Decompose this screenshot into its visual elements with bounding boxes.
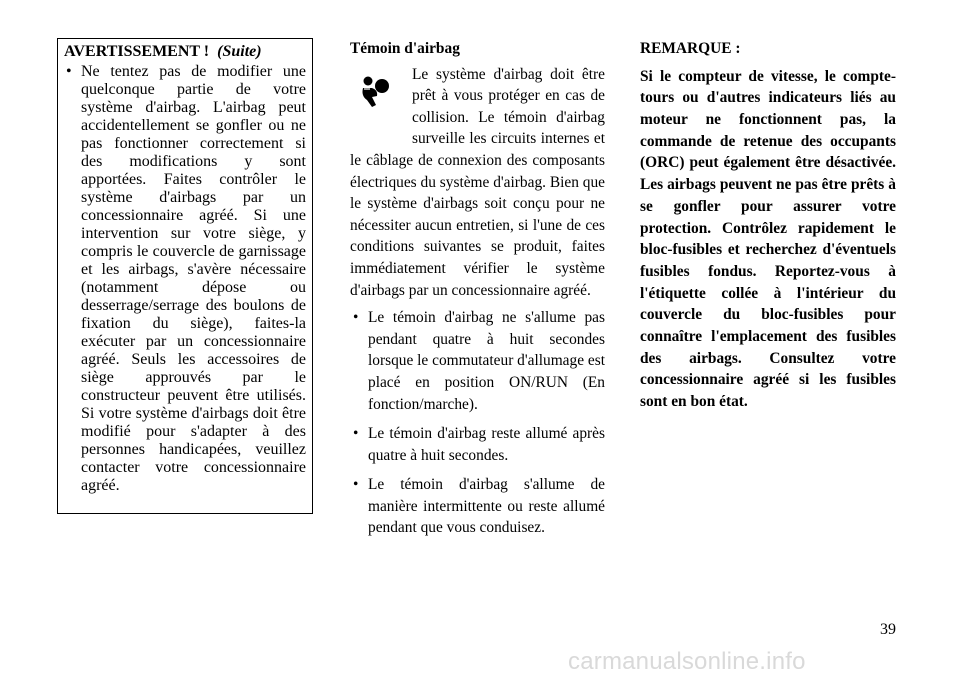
list-item-text: Le témoin d'airbag s'allume de manière intermittente ou reste allumé pendant que vous conduisez. xyxy=(368,476,605,537)
page-number: 39 xyxy=(880,621,896,638)
list-item xyxy=(350,423,605,466)
warning-title: AVERTISSEMENT ! xyxy=(64,43,210,60)
intro-paragraph xyxy=(350,64,605,302)
airbag-section xyxy=(350,38,605,547)
warning-continued: (Suite) xyxy=(217,43,262,60)
list-item-text: Le témoin d'airbag ne s'allume pas pendant quatre à huit secondes lorsque le commutateur d'allumage est placé en position ON/RUN (En fonction/marche). xyxy=(368,309,605,413)
bullet-icon: • xyxy=(66,63,72,80)
airbag-warning-light-icon xyxy=(348,64,408,144)
note-title: REMARQUE : xyxy=(640,40,741,57)
bullet-icon: • xyxy=(353,476,359,494)
section-title: Témoin d'airbag xyxy=(350,40,460,57)
bullet-icon: • xyxy=(353,309,359,327)
warning-text: Ne tentez pas de modifier une quelconque partie de votre système d'airbag. L'airbag peut accidentellement se gonfler ou ne pas fonctionner correctement si des modifications y sont apportées. Faites contrôler le système d'airbags par un concessionnaire agréé. Si une intervention sur votre siège, y compris le couvercle de garnissage et les airbags, s'avère nécessaire (notamment dépose ou desserrage/serrage des boulons de fixation du siège), faites-la exécuter par un concessionnaire agréé. Seuls les accessoires de siège approuvés par le constructeur peuvent être utilisés. Si votre système d'airbags doit être modifié pour s'adapter à des personnes handicapées, veuillez contacter votre concessionnaire agréé. xyxy=(81,63,306,494)
note-text: Si le compteur de vitesse, le compte-tours ou d'autres indicateurs liés au moteur ne fonctionnent pas, la commande de retenue des occupants (ORC) peut également être désactivée. Les airbags peuvent ne pas être prêts à se gonfler pour assurer votre protection. Contrôlez rapidement le bloc-fusibles et recherchez d'éventuels fusibles fondus. Reportez-vous à l'étiquette collée à l'intérieur du couvercle du bloc-fusibles pour connaître l'emplacement des fusibles des airbags. Consultez votre concessionnaire agréé si les fusibles sont en bon état. xyxy=(640,67,896,411)
warning-heading xyxy=(64,43,306,61)
note-section xyxy=(640,38,896,413)
list-item xyxy=(350,474,605,539)
warning-bullet-item xyxy=(64,63,306,495)
list-item-text: Le témoin d'airbag reste allumé après quatre à huit secondes. xyxy=(368,425,605,464)
bullet-icon: • xyxy=(353,425,359,443)
intro-text: Le système d'airbag doit être prêt à vous protéger en cas de collision. Le témoin d'airbag surveille les circuits internes et le câblage de connexion des composants électriques du système d'airbag. Bien que le système d'airbags soit conçu pour ne nécessiter aucun entretien, si l'une de ces conditions suivantes se produit, faites immédiatement vérifier le système d'airbags par un concessionnaire agréé. xyxy=(350,65,605,299)
warning-box xyxy=(57,38,313,514)
condition-list xyxy=(350,307,605,539)
list-item xyxy=(350,307,605,415)
watermark: carmanualsonline.info xyxy=(568,648,806,675)
